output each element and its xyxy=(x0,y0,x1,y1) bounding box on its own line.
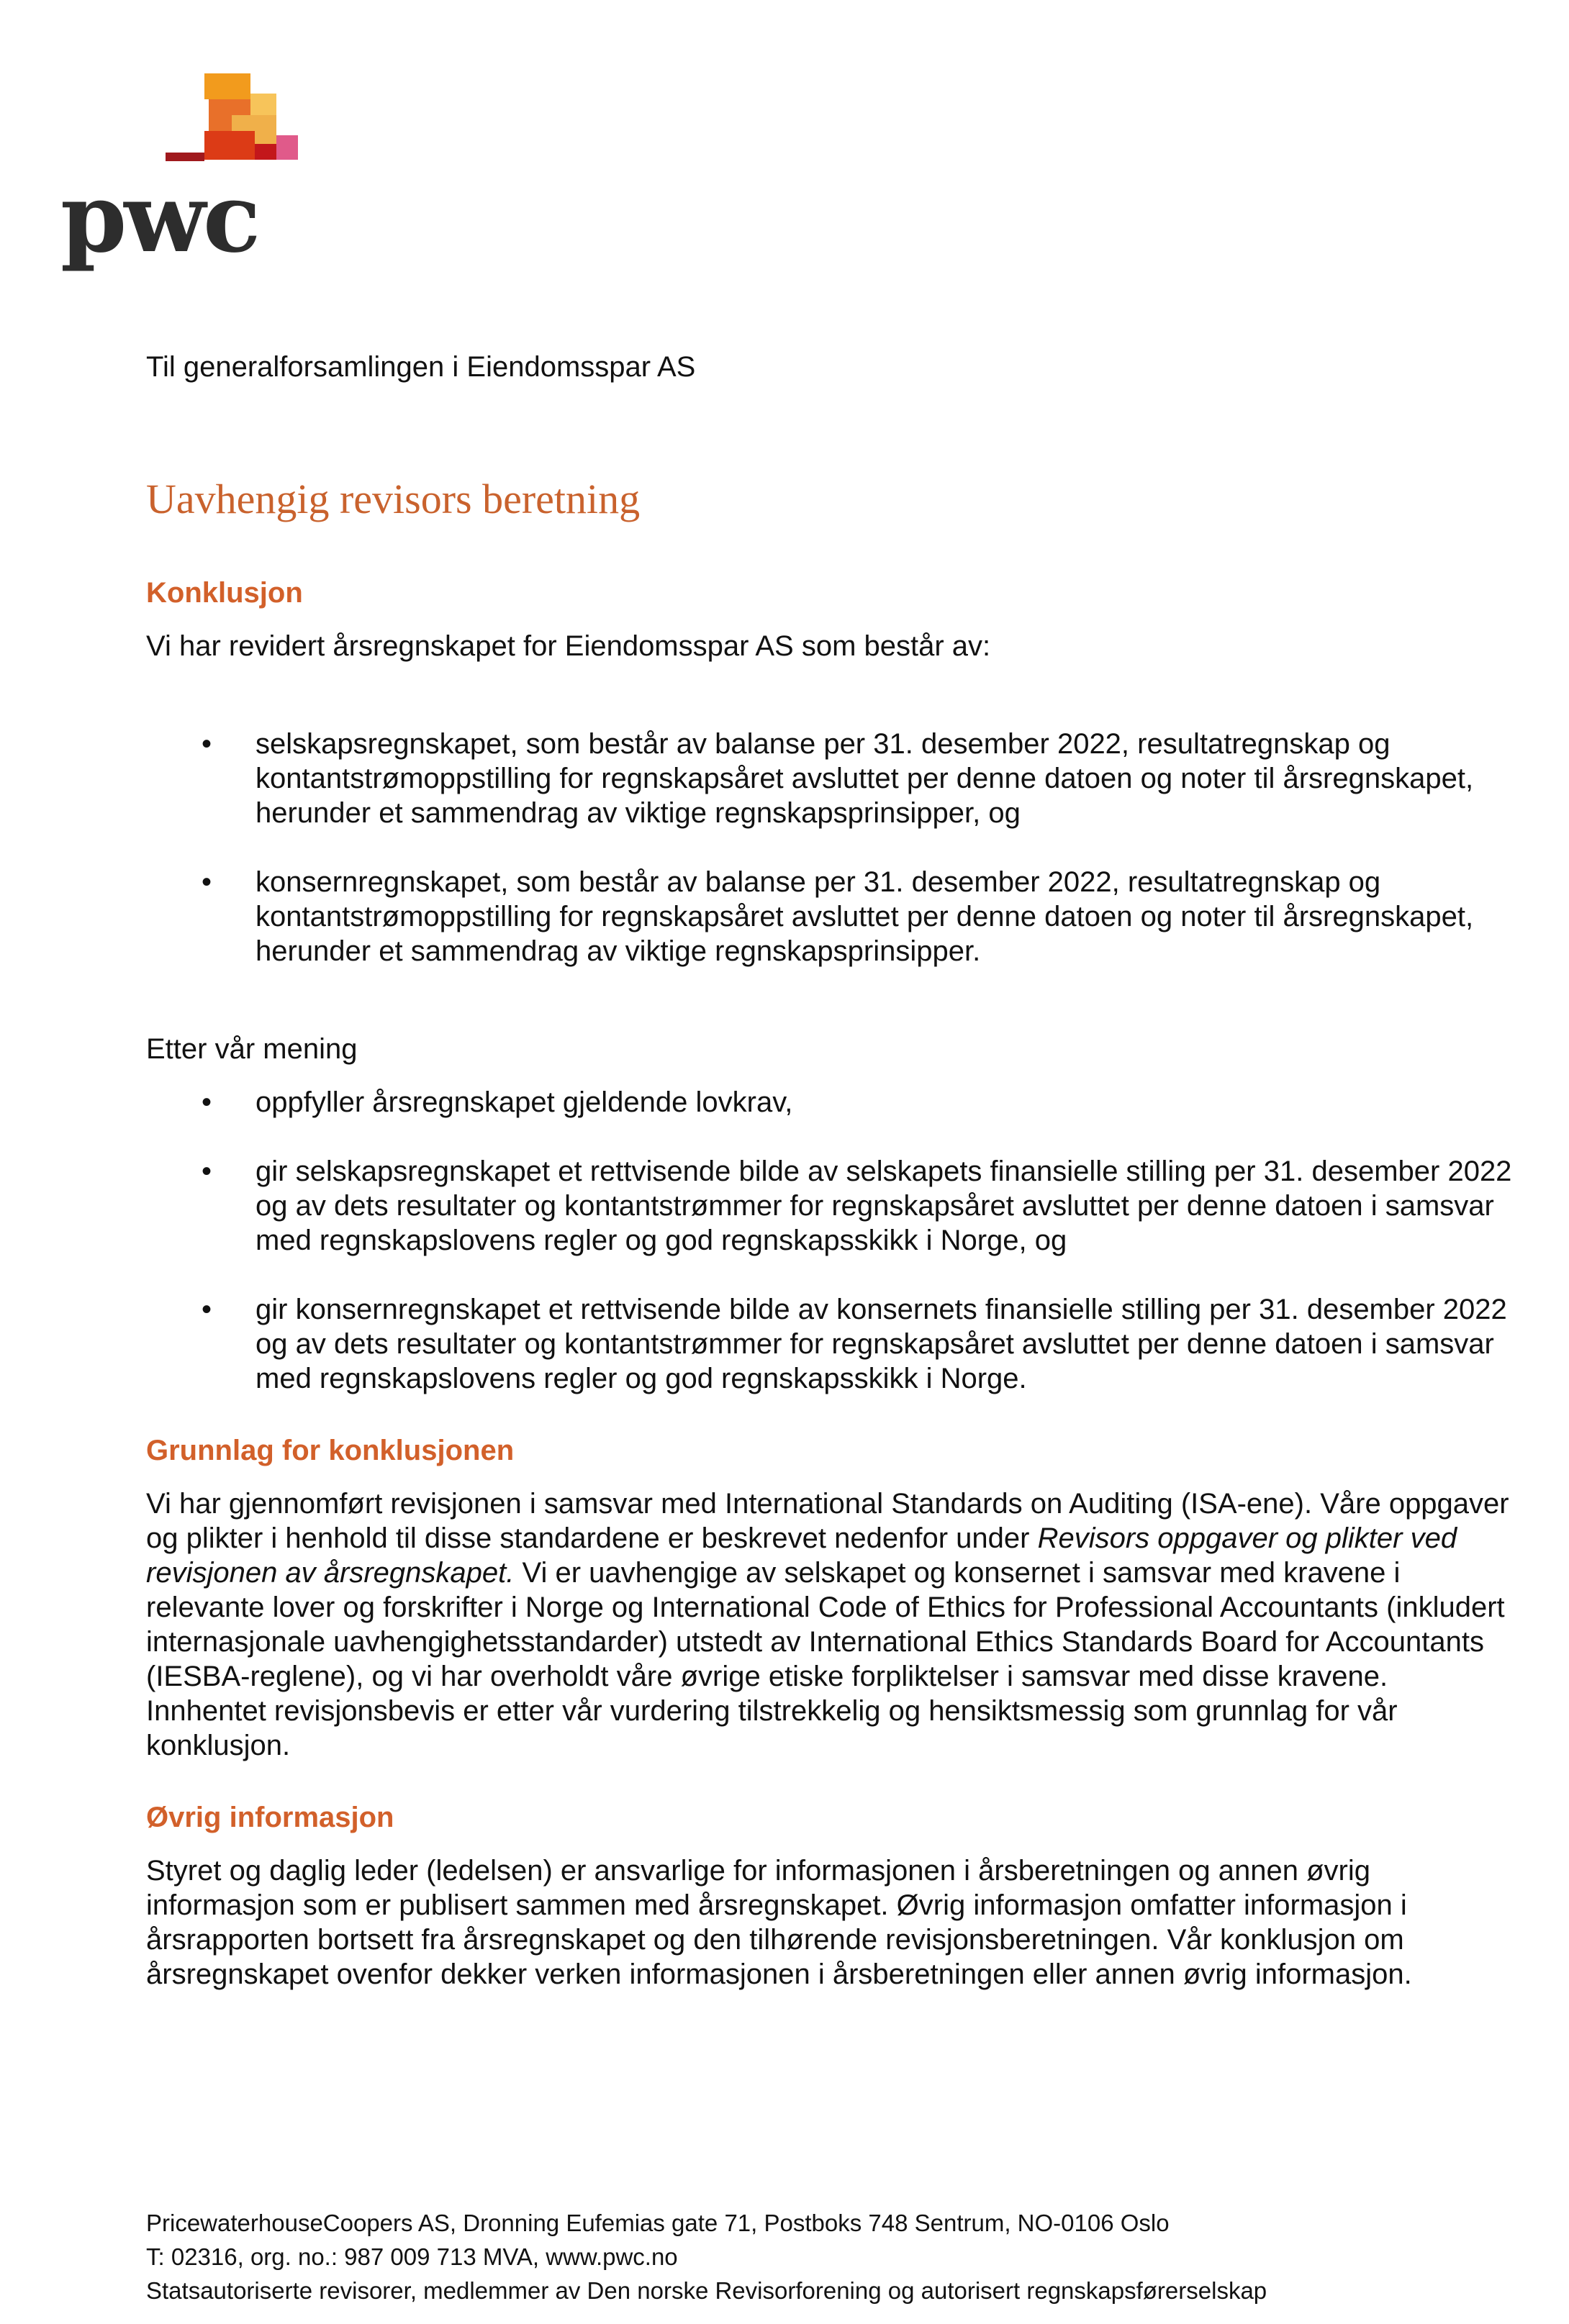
document-body xyxy=(146,576,1514,1992)
document-title: Uavhengig revisors beretning xyxy=(146,476,641,522)
grunnlag-text: Vi har gjennomført revisjonen i samsvar med International Standards on Auditing (ISA-ene). Våre oppgaver og plikter i henhold til disse standardene er beskrevet nedenfor under Revisors oppgaver og plikter ved revisjonen av årsregnskapet. Vi er uavhengige av selskapet og konsernet i samsvar med kravene i relevante lover og forskrifter i Norge og International Code of Ethics for Professional Accountants (inkludert internasjonale uavhengighetsstandarder) utstedt av International Ethics Standards Board for Accountants (IESBA-reglene), og vi har overholdt våre øvrige etiske forpliktelser i samsvar med disse kravene. Innhentet revisjonsbevis er etter vår vurdering tilstrekkelig og hensiktsmessig som grunnlag for vår konklusjon. xyxy=(146,1488,1509,1761)
heading-ovrig-informasjon: Øvrig informasjon xyxy=(146,1802,394,1833)
logo-block xyxy=(255,144,276,160)
ovrig-text: Styret og daglig leder (ledelsen) er ansvarlige for informasjonen i årsberetningen og annen øvrig informasjon som er publisert sammen med årsregnskapet. Øvrig informasjon omfatter informasjon i årsrapporten bortsett fra årsregnskapet og den tilhørende revisjonsberetningen. Vår konklusjon om årsregnskapet ovenfor dekker verken informasjonen i årsberetningen eller annen øvrig informasjon. xyxy=(146,1855,1412,1990)
list-item: • gir konsernregnskapet et rettvisende bilde av konsernets finansielle stilling per 31. desember 2022 og av dets resultater og kontantstrømmer for regnskapsåret avsluttet per denne datoen i samsvar med regnskapslovens regler og god regnskapsskikk i Norge. xyxy=(202,1294,1507,1394)
bullet-icon: • xyxy=(202,1156,212,1187)
list-item: • konsernregnskapet, som består av balanse per 31. desember 2022, resultatregnskap og kontantstrømoppstilling for regnskapsåret avsluttet per denne datoen og noter til årsregnskapet, herunder et sammendrag av viktige regnskapsprinsipper. xyxy=(202,866,1474,967)
pwc-logo xyxy=(60,72,305,274)
bullet-icon: • xyxy=(202,728,212,760)
addressee: Til generalforsamlingen i Eiendomsspar AS xyxy=(146,351,696,383)
logo-block xyxy=(204,131,255,160)
pwc-wordmark: pwc xyxy=(60,163,258,274)
footer-address: PricewaterhouseCoopers AS, Dronning Eufemias gate 71, Postboks 748 Sentrum, NO-0106 Oslo xyxy=(146,2210,1170,2236)
bullet-icon: • xyxy=(202,1294,212,1325)
logo-block xyxy=(276,135,298,160)
konklusjon-intro: Vi har revidert årsregnskapet for Eiendomsspar AS som består av: xyxy=(146,630,991,662)
list-item: • oppfyller årsregnskapet gjeldende lovkrav, xyxy=(202,1086,793,1118)
list-item: • selskapsregnskapet, som består av balanse per 31. desember 2022, resultatregnskap og kontantstrømoppstilling for regnskapsåret avsluttet per denne datoen og noter til årsregnskapet, herunder et sammendrag av viktige regnskapsprinsipper, og xyxy=(202,728,1474,829)
heading-konklusjon: Konklusjon xyxy=(146,577,303,609)
footer xyxy=(146,2206,1267,2307)
heading-grunnlag: Grunnlag for konklusjonen xyxy=(146,1435,515,1466)
footer-legal: Statsautoriserte revisorer, medlemmer av Den norske Revisorforening og autorisert regnskapsførerselskap xyxy=(146,2277,1267,2304)
logo-block xyxy=(204,73,250,99)
bullet-icon: • xyxy=(202,1086,212,1118)
grunnlag-italic-reference: Revisors oppgaver og plikter ved revisjonen av årsregnskapet. xyxy=(146,1522,1457,1589)
konklusjon-list xyxy=(146,727,1514,968)
opinion-intro: Etter vår mening xyxy=(146,1033,358,1065)
footer-contact: T: 02316, org. no.: 987 009 713 MVA, www.pwc.no xyxy=(146,2243,678,2270)
list-item: • gir selskapsregnskapet et rettvisende bilde av selskapets finansielle stilling per 31. desember 2022 og av dets resultater og kontantstrømmer for regnskapsåret avsluttet per denne datoen i samsvar med regnskapslovens regler og god regnskapsskikk i Norge, og xyxy=(202,1156,1512,1256)
opinion-list xyxy=(146,1085,1514,1396)
bullet-icon: • xyxy=(202,866,212,898)
logo-block xyxy=(166,153,204,161)
